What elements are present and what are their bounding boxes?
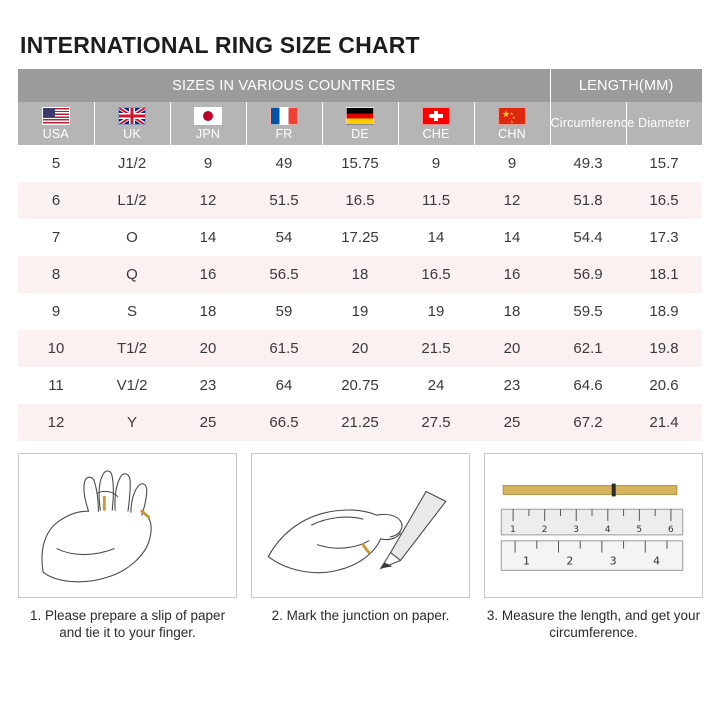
table-cell: 21.25 <box>322 404 398 441</box>
step-caption-1: 1. Please prepare a slip of paper and tie it to your finger. <box>29 608 226 640</box>
table-cell: 18 <box>322 256 398 293</box>
column-header-de <box>322 102 398 145</box>
table-cell: 17.3 <box>626 219 702 256</box>
table-cell: 15.7 <box>626 145 702 182</box>
column-header-uk <box>94 102 170 145</box>
flag-fr-icon <box>270 107 298 125</box>
table-cell: 56.9 <box>550 256 626 293</box>
table-row <box>18 219 702 256</box>
table-cell: 9 <box>398 145 474 182</box>
column-header-circumference <box>550 102 635 145</box>
table-cell: 59 <box>246 293 322 330</box>
step-measure-length <box>484 453 703 641</box>
group-header-row <box>18 69 702 102</box>
table-row <box>18 330 702 367</box>
table-cell: 54.4 <box>550 219 626 256</box>
table-cell: 18 <box>474 293 550 330</box>
table-cell: 16.5 <box>322 182 398 219</box>
table-cell: 12 <box>170 182 246 219</box>
svg-text:3: 3 <box>609 554 617 568</box>
table-cell: 12 <box>18 404 94 441</box>
table-cell: 20 <box>170 330 246 367</box>
table-cell: 23 <box>474 367 550 404</box>
svg-text:3: 3 <box>573 524 579 535</box>
table-cell: 20 <box>322 330 398 367</box>
svg-text:2: 2 <box>566 554 574 568</box>
table-cell: 20 <box>474 330 550 367</box>
column-label-diameter: Diameter <box>638 116 691 130</box>
svg-text:4: 4 <box>653 554 661 568</box>
table-cell: 59.5 <box>550 293 626 330</box>
table-cell: 19 <box>398 293 474 330</box>
table-cell: 14 <box>170 219 246 256</box>
table-cell: 27.5 <box>398 404 474 441</box>
table-cell: 15.75 <box>322 145 398 182</box>
table-cell: L1/2 <box>94 182 170 219</box>
table-cell: 12 <box>474 182 550 219</box>
table-cell: 16 <box>474 256 550 293</box>
column-label-circumference: Circumference <box>550 116 635 130</box>
table-cell: 9 <box>170 145 246 182</box>
table-cell: 64.6 <box>550 367 626 404</box>
table-cell: Q <box>94 256 170 293</box>
step-paper-slip <box>18 453 237 641</box>
table-cell: 7 <box>18 219 94 256</box>
flag-usa-icon <box>42 107 70 125</box>
column-header-usa <box>18 102 94 145</box>
ring-size-table <box>18 69 702 441</box>
table-row <box>18 367 702 404</box>
table-cell: 11 <box>18 367 94 404</box>
table-cell: 9 <box>18 293 94 330</box>
table-cell: 49 <box>246 145 322 182</box>
table-cell: 64 <box>246 367 322 404</box>
flag-de-icon <box>346 107 374 125</box>
table-cell: 16 <box>170 256 246 293</box>
table-cell: 49.3 <box>550 145 626 182</box>
table-header <box>18 69 702 145</box>
column-header-diameter <box>626 102 702 145</box>
table-cell: O <box>94 219 170 256</box>
table-cell: 6 <box>18 182 94 219</box>
table-cell: 61.5 <box>246 330 322 367</box>
column-label-fr: FR <box>275 126 293 141</box>
column-header-fr <box>246 102 322 145</box>
table-cell: 67.2 <box>550 404 626 441</box>
flag-uk-icon <box>118 107 146 125</box>
column-header-chn <box>474 102 550 145</box>
group-header-countries: SIZES IN VARIOUS COUNTRIES <box>18 69 550 102</box>
group-header-length: LENGTH(MM) <box>550 69 702 102</box>
table-cell: S <box>94 293 170 330</box>
svg-text:5: 5 <box>636 524 643 535</box>
table-cell: 14 <box>474 219 550 256</box>
table-cell: 20.75 <box>322 367 398 404</box>
flag-chn-icon: ★ ★ ★ ★ <box>498 107 526 125</box>
ruler-measuring-paper-strip-illustration <box>484 453 703 598</box>
table-cell: 19.8 <box>626 330 702 367</box>
hand-marking-with-pen-illustration <box>251 453 470 598</box>
flag-che-icon <box>422 107 450 125</box>
column-label-jpn: JPN <box>195 126 221 141</box>
table-row <box>18 293 702 330</box>
table-cell: 17.25 <box>322 219 398 256</box>
table-cell: 56.5 <box>246 256 322 293</box>
table-cell: 20.6 <box>626 367 702 404</box>
column-header-che <box>398 102 474 145</box>
step-mark-junction <box>251 453 470 641</box>
table-cell: 16.5 <box>626 182 702 219</box>
table-body <box>18 145 702 441</box>
column-header-row <box>18 102 702 145</box>
table-cell: 66.5 <box>246 404 322 441</box>
table-cell: 24 <box>398 367 474 404</box>
table-cell: 18 <box>170 293 246 330</box>
table-cell: 54 <box>246 219 322 256</box>
step-caption-2: 2. Mark the junction on paper. <box>271 608 450 623</box>
column-header-jpn <box>170 102 246 145</box>
table-cell: 19 <box>322 293 398 330</box>
step-caption-3: 3. Measure the length, and get your circumference. <box>486 608 701 640</box>
column-label-usa: USA <box>42 126 69 141</box>
table-cell: Y <box>94 404 170 441</box>
table-cell: 14 <box>398 219 474 256</box>
hand-with-paper-strip-illustration <box>18 453 237 598</box>
table-cell: 18.1 <box>626 256 702 293</box>
svg-text:1: 1 <box>522 554 530 568</box>
column-label-de: DE <box>351 126 369 141</box>
table-cell: V1/2 <box>94 367 170 404</box>
svg-text:4: 4 <box>604 524 611 535</box>
svg-text:1: 1 <box>510 524 516 535</box>
table-cell: 21.4 <box>626 404 702 441</box>
table-cell: 25 <box>474 404 550 441</box>
table-row <box>18 256 702 293</box>
table-cell: 51.5 <box>246 182 322 219</box>
svg-text:2: 2 <box>541 524 548 535</box>
flag-jpn-icon <box>194 107 222 125</box>
table-cell: 9 <box>474 145 550 182</box>
table-cell: 62.1 <box>550 330 626 367</box>
table-cell: 5 <box>18 145 94 182</box>
page-title: INTERNATIONAL RING SIZE CHART <box>20 32 420 58</box>
table-cell: 16.5 <box>398 256 474 293</box>
table-row <box>18 404 702 441</box>
svg-text:6: 6 <box>667 524 674 535</box>
table-row <box>18 182 702 219</box>
table-cell: 25 <box>170 404 246 441</box>
table-cell: 23 <box>170 367 246 404</box>
column-label-uk: UK <box>123 126 141 141</box>
table-cell: J1/2 <box>94 145 170 182</box>
steps-section <box>18 453 702 641</box>
column-label-che: CHE <box>422 126 450 141</box>
table-cell: 8 <box>18 256 94 293</box>
table-cell: T1/2 <box>94 330 170 367</box>
column-label-chn: CHN <box>498 126 526 141</box>
table-cell: 51.8 <box>550 182 626 219</box>
table-row <box>18 145 702 182</box>
table-cell: 10 <box>18 330 94 367</box>
table-cell: 21.5 <box>398 330 474 367</box>
table-cell: 18.9 <box>626 293 702 330</box>
table-cell: 11.5 <box>398 182 474 219</box>
